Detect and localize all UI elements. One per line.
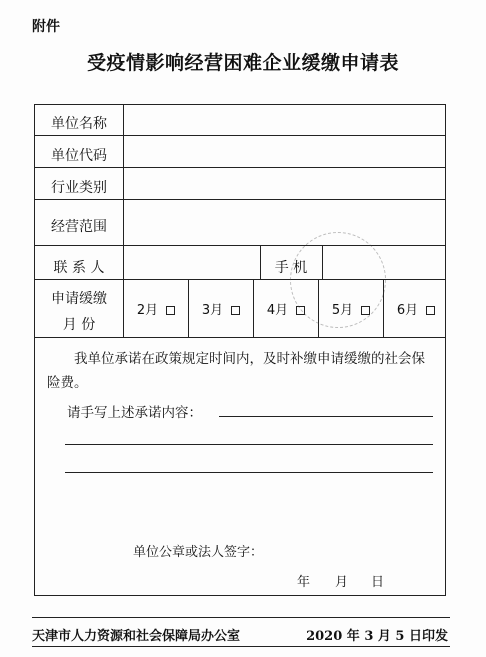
row-divider: [35, 337, 445, 338]
application-form: [34, 104, 446, 596]
month-option-6[interactable]: [384, 299, 448, 318]
date-day: 日: [371, 575, 385, 590]
row-divider: [35, 135, 445, 136]
month-label: 3月: [201, 303, 224, 318]
footer-issuer: 天津市人力资源和社会保障局办公室: [32, 629, 241, 644]
row-divider: [35, 245, 445, 246]
checkbox-icon[interactable]: [231, 306, 240, 315]
month-option-3[interactable]: [189, 299, 253, 318]
months-label: 申请缓缴: [51, 291, 107, 307]
checkbox-icon[interactable]: [426, 306, 435, 315]
month-option-2[interactable]: [124, 299, 188, 318]
signature-label: 单位公章或法人签字：: [133, 545, 264, 560]
footer-rule-bottom: [32, 646, 450, 647]
write-instruction: 请手写上述承诺内容：: [67, 405, 202, 421]
attachment-label: 附件: [32, 19, 60, 35]
date-year: 年: [297, 575, 311, 590]
row-divider: [35, 199, 445, 200]
row-divider: [35, 167, 445, 168]
footer-date: 2020 年 3 月 5 日印发: [306, 629, 448, 644]
industry-label: 行业类别: [51, 180, 107, 196]
handwriting-line[interactable]: [65, 472, 433, 473]
phone-label: 手 机: [274, 260, 308, 276]
checkbox-icon[interactable]: [166, 306, 175, 315]
handwriting-line[interactable]: [219, 416, 433, 417]
month-label: 4月: [266, 303, 289, 318]
date-month: 月: [335, 575, 349, 590]
month-label: 2月: [136, 303, 159, 318]
promise-text: 我单位承诺在政策规定时间内，及时补缴申请缓缴的社会保险费。: [47, 351, 425, 391]
months-label-line2: 月 份: [62, 317, 96, 333]
month-label: 6月: [396, 303, 419, 318]
form-title: 受疫情影响经营困难企业缓缴申请表: [86, 52, 399, 74]
faint-seal: [290, 232, 386, 328]
month-label: 5月: [331, 303, 354, 318]
contact-label: 联 系 人: [53, 260, 105, 276]
unit-code-label: 单位代码: [51, 148, 107, 164]
business-scope-label: 经营范围: [51, 219, 107, 235]
unit-name-label: 单位名称: [51, 116, 107, 132]
handwriting-line[interactable]: [65, 444, 433, 445]
footer-rule-top: [32, 617, 450, 618]
